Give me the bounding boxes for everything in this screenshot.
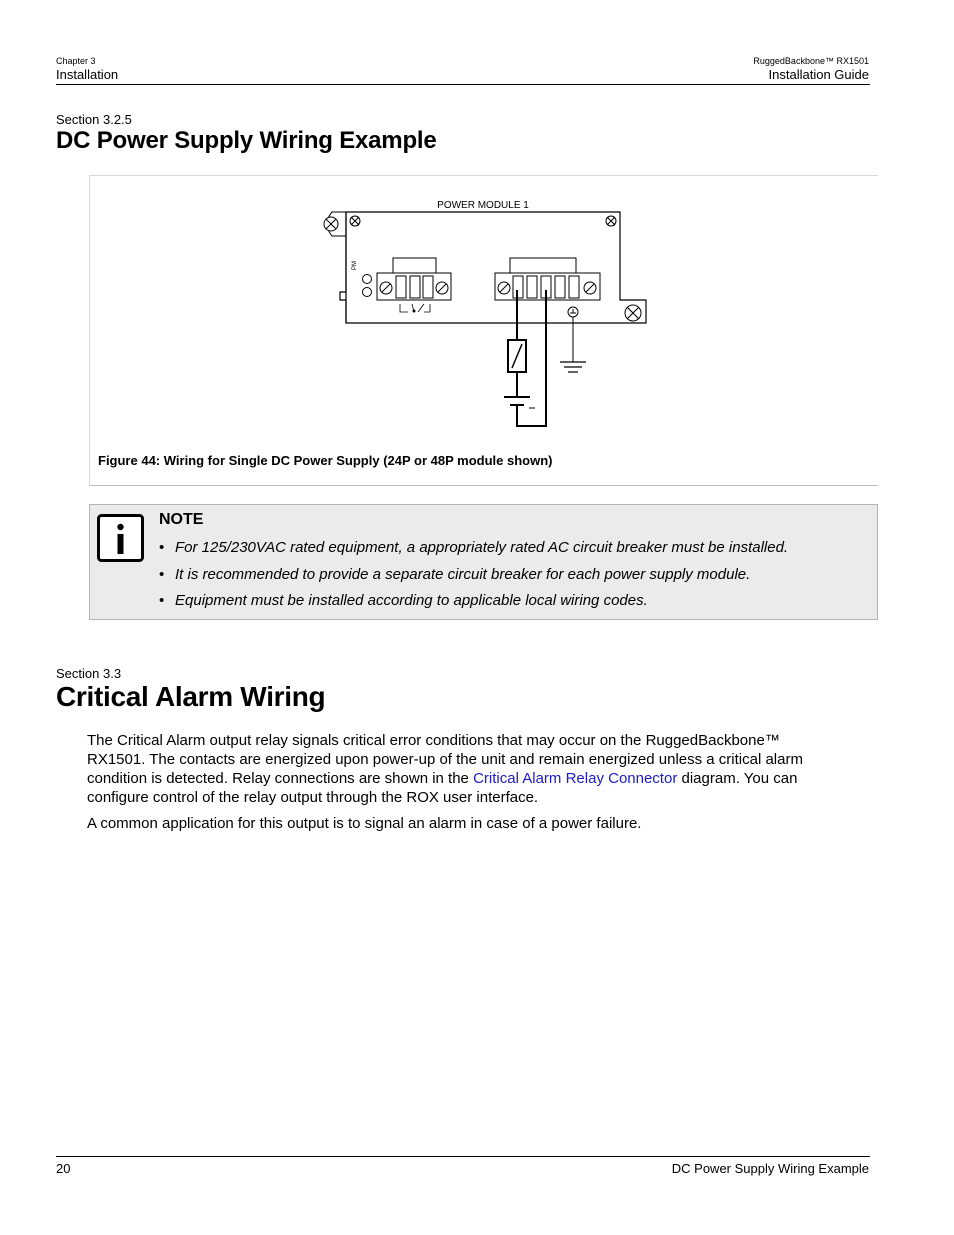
- body-text-span: diagram. You can: [677, 770, 798, 787]
- earth-ground-icon: [560, 362, 586, 372]
- header-chapter: Chapter 3: [56, 56, 96, 66]
- power-module-wiring-diagram: [318, 195, 658, 435]
- body-paragraph: [87, 731, 877, 807]
- note-title: NOTE: [159, 511, 204, 528]
- body-line: [87, 769, 877, 788]
- header-chapter-title: Installation: [56, 67, 119, 82]
- led-indicator: [363, 288, 372, 297]
- terminal-screw-icon: [380, 282, 392, 294]
- section-title: Critical Alarm Wiring: [56, 681, 326, 712]
- footer-rule: [56, 1156, 870, 1157]
- screw-icon: [625, 305, 641, 321]
- body-line: The Critical Alarm output relay signals critical error conditions that may occur on the RuggedBackbone™: [87, 732, 780, 749]
- body-line: configure control of the relay output through the ROX user interface.: [87, 789, 539, 806]
- pm-label: PM: [352, 261, 358, 270]
- note-item: It is recommended to provide a separate circuit breaker for each power supply module.: [175, 566, 751, 583]
- screw-icon: [350, 216, 360, 226]
- section-label: Section 3.3: [56, 666, 122, 681]
- terminal-screw-icon: [498, 282, 510, 294]
- screw-icon: [606, 216, 616, 226]
- terminal-screw-icon: [584, 282, 596, 294]
- info-icon: [97, 514, 144, 562]
- power-module-label: POWER MODULE 1: [437, 200, 529, 211]
- body-text-span: condition is detected. Relay connections are shown in the: [87, 770, 474, 787]
- battery-icon: [504, 397, 535, 408]
- body-paragraph: A common application for this output is to signal an alarm in case of a power failure.: [87, 815, 642, 832]
- ground-icon: [568, 307, 578, 317]
- section-label: Section 3.2.5: [56, 112, 132, 127]
- section-title: DC Power Supply Wiring Example: [56, 127, 437, 154]
- note-item: Equipment must be installed according to applicable local wiring codes.: [175, 592, 648, 609]
- header-guide: Installation Guide: [768, 67, 869, 82]
- led-indicator: [363, 275, 372, 284]
- body-line: RX1501. The contacts are energized upon power-up of the unit and remain energized unless a critical alarm: [87, 751, 803, 768]
- bullet-icon: •: [159, 539, 165, 556]
- note-item: For 125/230VAC rated equipment, a appropriately rated AC circuit breaker must be installed.: [175, 539, 789, 556]
- footer-section-title: DC Power Supply Wiring Example: [671, 1161, 869, 1176]
- bullet-icon: •: [159, 592, 165, 609]
- critical-alarm-relay-connector-link[interactable]: Critical Alarm Relay Connector: [473, 770, 678, 787]
- figure-caption: Figure 44: Wiring for Single DC Power Supply (24P or 48P module shown): [98, 453, 553, 468]
- bullet-icon: •: [159, 566, 165, 583]
- page-number: 20: [56, 1161, 71, 1176]
- terminal-screw-icon: [436, 282, 448, 294]
- header-product: RuggedBackbone™ RX1501: [753, 56, 869, 66]
- header-rule: [56, 84, 870, 85]
- screw-icon: [324, 217, 338, 231]
